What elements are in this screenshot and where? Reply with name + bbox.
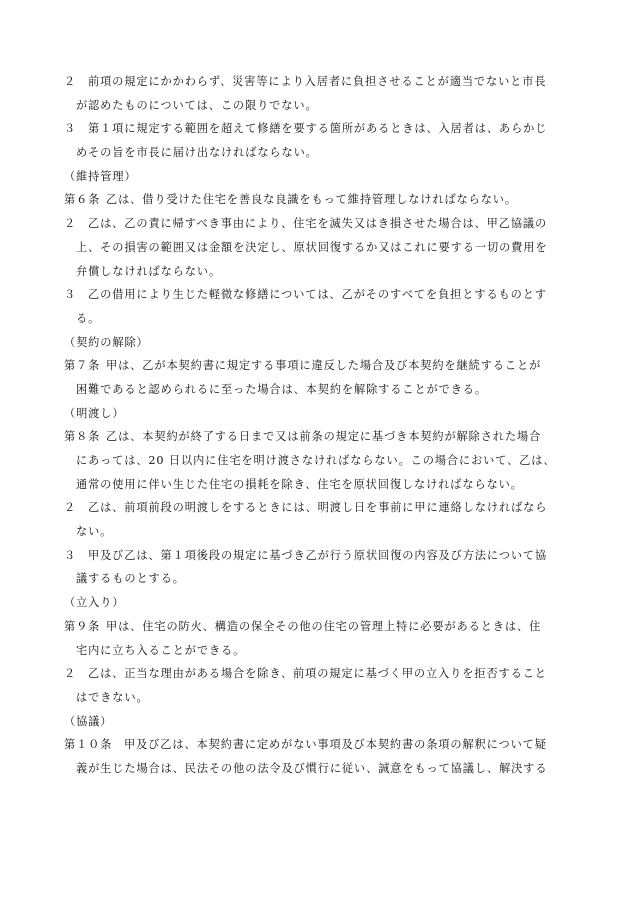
heading-text: （立入り） [64,596,125,610]
continuation-line [0,378,630,402]
continuation-line [0,567,630,591]
continuation-line [0,639,630,663]
continuation-line [0,141,630,165]
paragraph-number: ２ [64,75,77,88]
section-heading [0,710,630,734]
continuation-text: めその旨を市長に届け出なければならない。 [76,146,318,160]
section-heading [0,331,630,355]
paragraph-text: 乙は、正当な理由がある場合を除き、前項の規定に基づく甲の立入りを拒否すること [88,667,547,681]
paragraph-line [0,117,630,141]
paragraph-text: 第１項に規定する範囲を超えて修繕を要する箇所があるときは、入居者は、あらかじ [88,122,548,136]
article-text: 乙は、本契約が終了する日まで又は前条の規定に基づき本契約が解除された場合 [106,430,542,444]
continuation-text: はできない。 [76,690,149,704]
continuation-line [0,473,630,497]
paragraph-line [0,70,630,94]
paragraph-text: 乙の借用により生じた軽微な修繕については、乙がそのすべてを負担とするものとす [88,288,547,302]
paragraph-text: 甲及び乙は、第１項後段の規定に基づき乙が行う原状回復の内容及び方法について協 [88,548,548,562]
paragraph-line [0,544,630,568]
paragraph-text: 乙は、乙の責に帰すべき事由により、住宅を滅失又はき損させた場合は、甲乙協議の [88,217,548,231]
article-line [0,425,630,449]
continuation-line [0,520,630,544]
paragraph-line [0,662,630,686]
continuation-text: 宅内に立ち入ることができる。 [76,643,246,657]
paragraph-text: 乙は、前項前段の明渡しをするときには、明渡し日を事前に甲に連絡しなければなら [88,501,548,515]
continuation-text: 弁償しなければならない。 [76,264,222,278]
article-line [0,354,630,378]
continuation-line [0,260,630,284]
continuation-line [0,686,630,710]
continuation-text: 通常の使用に伴い生じた住宅の損耗を除き、住宅を原状回復しなければならない。 [76,477,523,491]
continuation-line [0,236,630,260]
continuation-text: 議するものとする。 [76,572,185,586]
paragraph-line [0,283,630,307]
heading-text: （契約の解除） [64,335,149,349]
paragraph-number: ３ [64,548,77,562]
paragraph-text: 前項の規定にかかわらず、災害等により入居者に負担させることが適当でないと市長 [88,75,547,88]
article-line [0,615,630,639]
continuation-text: 困難であると認められるに至った場合は、本契約を解除することができる。 [76,382,487,396]
continuation-line [0,94,630,118]
section-heading [0,165,630,189]
article-text: 乙は、借り受けた住宅を善良な良識をもって維持管理しなければならない。 [106,193,517,207]
article-label: 第８条 [64,430,101,444]
paragraph-number: ３ [64,122,77,136]
article-text: 甲及び乙は、本契約書に定めがない事項及び本契約書の条項の解釈について疑 [124,738,547,752]
continuation-text: る。 [76,311,101,325]
paragraph-number: ２ [64,501,77,515]
article-label: 第９条 [64,619,101,633]
continuation-line [0,307,630,331]
continuation-text: 上、その損害の範囲又は金額を決定し、原状回復するか又はこれに要する一切の費用を [76,240,548,254]
article-label: 第７条 [64,359,101,373]
continuation-text: が認めたものについては、この限りでない。 [76,98,318,112]
article-text: 甲は、乙が本契約書に規定する事項に違反した場合及び本契約を継続することが [106,359,542,373]
paragraph-line [0,212,630,236]
document-page [0,70,630,781]
continuation-text: ない。 [76,525,113,539]
paragraph-number: ２ [64,217,77,231]
section-heading [0,591,630,615]
article-line [0,188,630,212]
continuation-text: にあっては、20 日以内に住宅を明け渡さなければならない。この場合において、乙は、 [76,454,556,467]
article-label: 第１０条 [64,738,113,752]
section-heading [0,402,630,426]
continuation-line [0,449,630,473]
continuation-text: 義が生じた場合は、民法その他の法令及び慣行に従い、誠意をもって協議し、解決する [76,761,548,775]
article-line [0,733,630,757]
paragraph-number: ２ [64,667,77,681]
article-label: 第６条 [64,193,101,207]
continuation-line [0,757,630,781]
paragraph-number: ３ [64,288,77,302]
heading-text: （協議） [64,714,113,728]
heading-text: （維持管理） [64,169,137,183]
heading-text: （明渡し） [64,406,125,420]
article-text: 甲は、住宅の防火、構造の保全その他の住宅の管理上特に必要があるときは、住 [106,619,542,633]
paragraph-line [0,496,630,520]
